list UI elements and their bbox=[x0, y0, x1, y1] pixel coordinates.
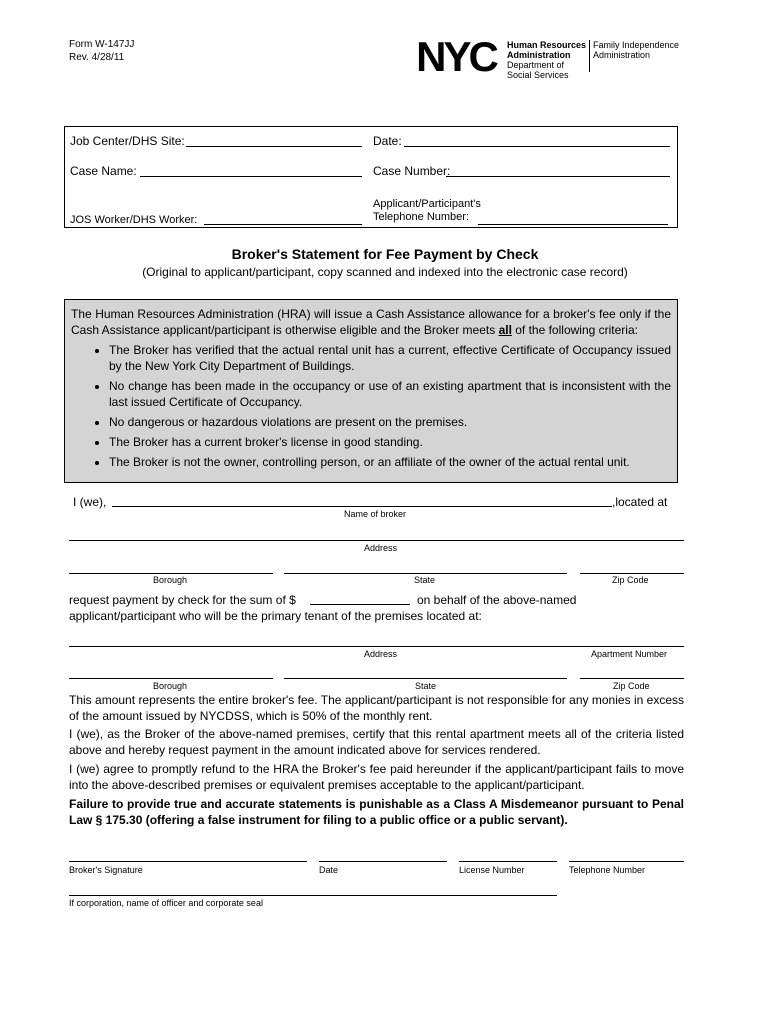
state-caption: State bbox=[414, 575, 436, 585]
criteria-intro bbox=[71, 306, 671, 338]
fia-agency-name bbox=[593, 40, 679, 60]
license-number-caption: License Number bbox=[459, 865, 525, 875]
license-number-field[interactable] bbox=[459, 861, 557, 862]
on-behalf-label: on behalf of the above-named bbox=[417, 593, 577, 607]
job-center-field[interactable] bbox=[186, 146, 362, 147]
agency-dept-line-1: Department of bbox=[507, 60, 565, 70]
premises-zip-field[interactable] bbox=[580, 678, 684, 679]
warning-paragraph: Failure to provide true and accurate statements is punishable as a Class A Misdemeanor pursuant to Penal Law § 175.30 (offering a false instrument for filing to a public office or a public servant). bbox=[69, 797, 684, 827]
form-revision: Rev. 4/28/11 bbox=[69, 52, 125, 63]
located-at-label: ,located at bbox=[612, 495, 668, 509]
criteria-intro-end: of the following criteria: bbox=[511, 323, 638, 337]
fia-line-2: Administration bbox=[593, 50, 651, 60]
signature-date-field[interactable] bbox=[319, 861, 447, 862]
case-number-field[interactable] bbox=[446, 176, 670, 177]
address-caption-2: Address bbox=[364, 649, 398, 659]
nyc-logo-text: NYC bbox=[416, 36, 496, 76]
date-caption: Date bbox=[319, 865, 339, 875]
broker-state-field[interactable] bbox=[284, 573, 567, 574]
agency-dept-line-2: Social Services bbox=[507, 70, 569, 80]
apartment-number-caption: Apartment Number bbox=[591, 649, 668, 659]
brokers-signature-field[interactable] bbox=[69, 861, 307, 862]
job-center-label: Job Center/DHS Site: bbox=[70, 134, 185, 148]
jos-worker-field[interactable] bbox=[204, 224, 362, 225]
certify-paragraph: I (we), as the Broker of the above-named premises, certify that this rental apartment meets all of the criteria listed above and hereby request payment in the amount indicated above for services rendered. bbox=[69, 727, 684, 757]
broker-zip-field[interactable] bbox=[580, 573, 684, 574]
broker-address-field[interactable] bbox=[69, 540, 684, 541]
date-label: Date: bbox=[373, 134, 402, 148]
applicant-phone-label-2: Telephone Number: bbox=[373, 211, 470, 223]
case-number-label: Case Number: bbox=[373, 164, 451, 178]
applicant-phone-field[interactable] bbox=[478, 224, 668, 225]
date-field[interactable] bbox=[404, 146, 670, 147]
borough-caption: Borough bbox=[153, 575, 188, 585]
criteria-box bbox=[64, 299, 678, 483]
applicant-tenant-label: applicant/participant who will be the primary tenant of the premises located at: bbox=[69, 609, 482, 623]
form-identifier bbox=[69, 38, 134, 64]
hra-agency-name bbox=[507, 40, 586, 80]
criteria-item: • No dangerous or hazardous violations are present on the premises. bbox=[109, 414, 671, 430]
state-caption-2: State bbox=[415, 681, 437, 691]
broker-name-field[interactable] bbox=[112, 506, 612, 507]
corporation-officer-field[interactable] bbox=[69, 895, 557, 896]
premises-address-field[interactable] bbox=[69, 646, 684, 647]
borough-caption-2: Borough bbox=[153, 681, 188, 691]
corporation-caption: If corporation, name of officer and corporate seal bbox=[69, 898, 263, 908]
criteria-intro-emphasis: all bbox=[498, 323, 512, 337]
payment-amount-field[interactable] bbox=[310, 604, 410, 605]
premises-borough-field[interactable] bbox=[69, 678, 273, 679]
case-name-field[interactable] bbox=[140, 176, 362, 177]
name-of-broker-caption: Name of broker bbox=[344, 509, 407, 519]
agency-divider bbox=[589, 40, 590, 72]
form-number: Form W-147JJ bbox=[69, 39, 135, 50]
applicant-phone-label bbox=[373, 198, 481, 224]
zip-code-caption-2: Zip Code bbox=[613, 681, 650, 691]
criteria-item: • The Broker has a current broker's license in good standing. bbox=[109, 434, 671, 450]
agency-line-2: Administration bbox=[507, 50, 571, 60]
criteria-item: • The Broker has verified that the actual rental unit has a current, effective Certificate of Occupancy issued by the New York City Department of Buildings. bbox=[109, 342, 671, 374]
jos-worker-label: JOS Worker/DHS Worker: bbox=[70, 214, 198, 226]
fia-line-1: Family Independence bbox=[593, 40, 680, 50]
brokers-signature-caption: Broker's Signature bbox=[69, 865, 143, 875]
page-title: Broker's Statement for Fee Payment by Check bbox=[231, 246, 539, 262]
refund-paragraph: I (we) agree to promptly refund to the HRA the Broker's fee paid hereunder if the applicant/participant fails to move into the above-described premises or equivalent premises acceptable to the applicant/participant. bbox=[69, 762, 684, 792]
page-subtitle: (Original to applicant/participant, copy scanned and indexed into the electronic case record) bbox=[142, 265, 628, 279]
criteria-item: • No change has been made in the occupancy or use of an existing apartment that is inconsistent with the last issued Certificate of Occupancy. bbox=[109, 378, 671, 410]
criteria-item: • The Broker is not the owner, controlling person, or an affiliate of the owner of the actual rental unit. bbox=[109, 454, 671, 470]
applicant-phone-label-1: Applicant/Participant's bbox=[373, 198, 481, 210]
premises-state-field[interactable] bbox=[284, 678, 567, 679]
request-payment-label: request payment by check for the sum of $ bbox=[69, 593, 296, 607]
nyc-logo bbox=[409, 36, 504, 76]
i-we-label: I (we), bbox=[73, 495, 107, 509]
broker-borough-field[interactable] bbox=[69, 573, 273, 574]
case-name-label: Case Name: bbox=[70, 164, 137, 178]
zip-code-caption: Zip Code bbox=[612, 575, 649, 585]
telephone-number-field[interactable] bbox=[569, 861, 684, 862]
criteria-intro-text: The Human Resources Administration (HRA) will issue a Cash Assistance allowance for a broker's fee only if the Cash Assistance applicant/participant is otherwise eligible and the Broker meets bbox=[71, 307, 671, 337]
agency-line-1: Human Resources bbox=[507, 40, 587, 50]
address-caption: Address bbox=[364, 543, 398, 553]
fee-paragraph: This amount represents the entire broker's fee. The applicant/participant is not responsible for any monies in excess of the amount issued by NYCDSS, which is 50% of the monthly rent. bbox=[69, 693, 684, 723]
telephone-number-caption: Telephone Number bbox=[569, 865, 646, 875]
criteria-list bbox=[71, 342, 671, 470]
